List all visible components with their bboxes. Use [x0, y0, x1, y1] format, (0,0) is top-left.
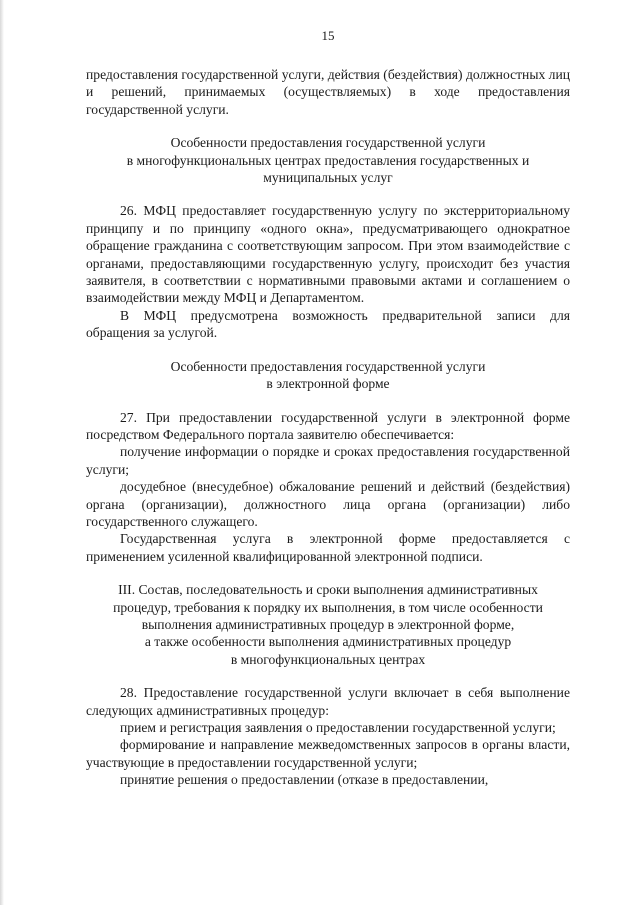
page-number: 15: [321, 28, 335, 43]
section-III-line-5: в многофункциональных центрах: [230, 651, 426, 667]
paragraph-27b: досудебное (внесудебное) обжалование решений и действий (бездействия) органа (организации), должностного лица органа (организации) либо государственного служащего.: [86, 479, 570, 529]
heading-mfc-line-1: Особенности предоставления государственной услуги: [170, 135, 486, 151]
paragraph-26: 26. МФЦ предоставляет государственную услугу по экстерриториальному принципу и по принципу «одного окна», предусматривающего однократное обращение гражданина с соответствующим запросом. При этом взаимодействие с органами, предоставляющими государственную услугу, происходит без участия заявителя, в соответствии с нормативными правовыми актами и соглашением о взаимодействии между МФЦ и Департаментом.: [86, 203, 570, 306]
paragraph-28: 28. Предоставление государственной услуги включает в себя выполнение следующих административных процедур:: [86, 685, 570, 718]
scan-edge: [0, 0, 4, 905]
paragraph-27a: получение информации о порядке и сроках предоставления государственной услуги;: [86, 444, 570, 477]
section-III-line-2: процедур, требования к порядку их выполнения, в том числе особенности: [113, 599, 543, 615]
paragraph-28c: принятие решения о предоставлении (отказе в предоставлении,: [120, 772, 489, 788]
heading-mfc-line-3: муниципальных услуг: [263, 170, 393, 186]
section-III-line-4: а также особенности выполнения административных процедур: [144, 634, 512, 650]
heading-electronic-line-2: в электронной форме: [266, 376, 390, 392]
section-III-title: [86, 581, 570, 668]
paragraph-intro: предоставления государственной услуги, действия (бездействия) должностных лиц и решений, принимаемых (осуществляемых) в ходе предоставления государственной услуги.: [86, 67, 570, 117]
section-III-line-1: III. Состав, последовательность и сроки выполнения административных: [118, 582, 538, 598]
heading-electronic-line-1: Особенности предоставления государственной услуги: [170, 358, 486, 374]
paragraph-27: 27. При предоставлении государственной услуги в электронной форме посредством Федерального портала заявителю обеспечивается:: [86, 409, 570, 442]
paragraph-28a: прием и регистрация заявления о предоставлении государственной услуги;: [120, 720, 556, 735]
heading-mfc-line-2: в многофункциональных центрах предоставления государственных и: [126, 152, 530, 168]
paragraph-28b: формирование и направление межведомственных запросов в органы власти, участвующие в предоставлении государственной услуги;: [86, 737, 570, 770]
document-page: [86, 28, 570, 789]
paragraph-26b: В МФЦ предусмотрена возможность предварительной записи для обращения за услугой.: [86, 307, 570, 341]
section-III-line-3: выполнения административных процедур в электронной форме,: [141, 616, 515, 632]
paragraph-27c: Государственная услуга в электронной форме предоставляется с применением усиленной квалифицированной электронной подписи.: [86, 531, 570, 564]
